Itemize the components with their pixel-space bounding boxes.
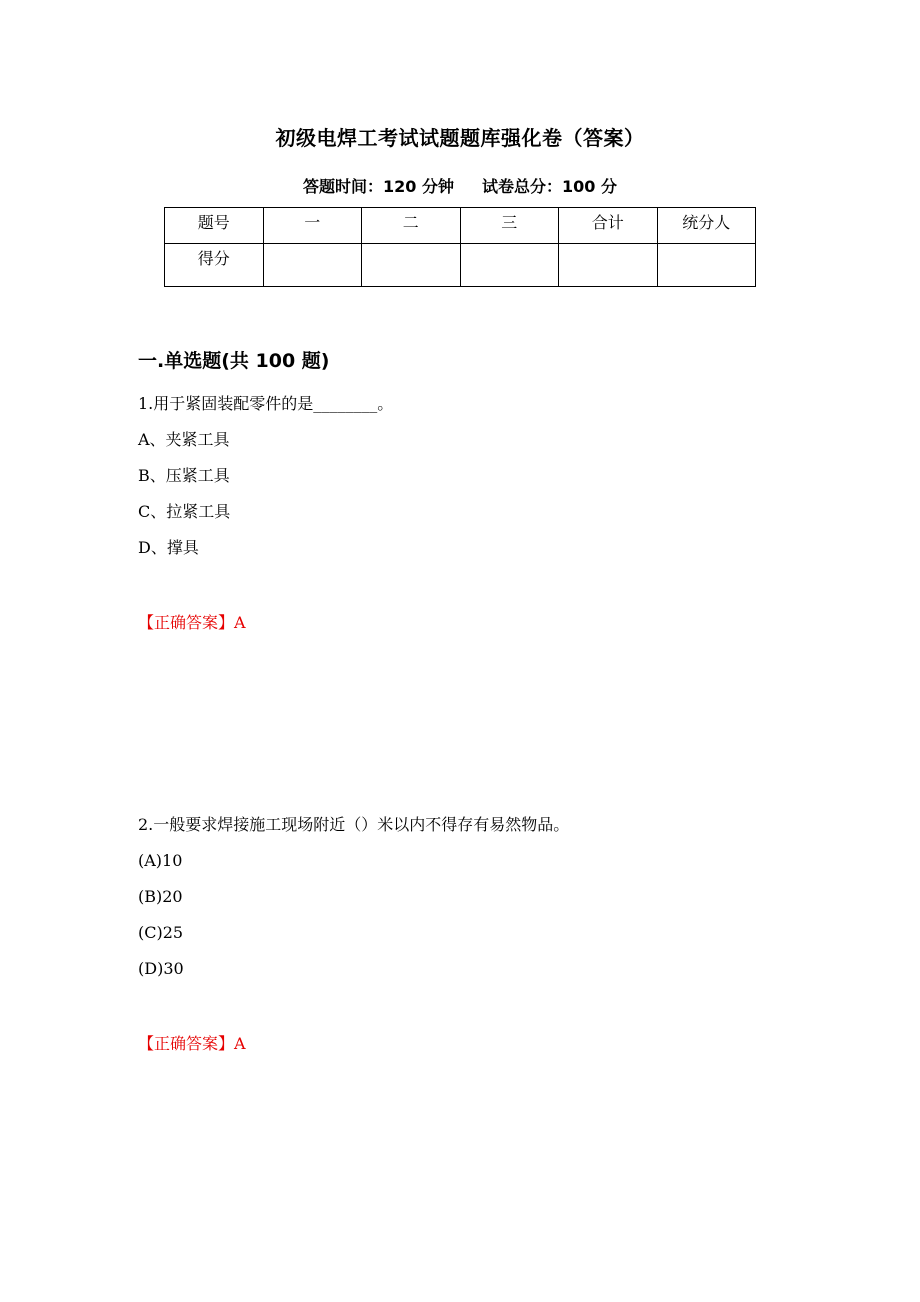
question-option: C、拉紧工具	[138, 502, 231, 521]
score-table-header-row	[165, 208, 756, 244]
score-table-score-row	[165, 244, 756, 287]
score-table-header-cell: 一	[263, 208, 362, 244]
score-table-cell	[460, 244, 559, 287]
score-table-cell	[263, 244, 362, 287]
score-table-header-cell: 统分人	[657, 208, 756, 244]
correct-answer: 【正确答案】A	[138, 1034, 246, 1053]
score-table-header-cell: 二	[362, 208, 461, 244]
exam-time: 答题时间：120 分钟	[303, 177, 454, 196]
score-table-row-label: 得分	[165, 244, 264, 287]
question-option: (B)20	[138, 887, 183, 906]
score-table-header-cell: 三	[460, 208, 559, 244]
question-option: D、撑具	[138, 538, 199, 557]
question-option: A、夹紧工具	[138, 430, 230, 449]
score-table-cell	[362, 244, 461, 287]
exam-meta	[0, 174, 920, 197]
score-table-header-cell: 合计	[559, 208, 658, 244]
document-title: 初级电焊工考试试题题库强化卷（答案）	[275, 126, 645, 150]
question-option: B、压紧工具	[138, 466, 230, 485]
exam-total-score: 试卷总分：100 分	[482, 177, 617, 196]
question-option: (D)30	[138, 959, 184, 978]
score-table-header-cell: 题号	[165, 208, 264, 244]
question-stem: 2.一般要求焊接施工现场附近（）米以内不得存有易然物品。	[138, 815, 570, 834]
question-option: (C)25	[138, 923, 184, 942]
question-option: (A)10	[138, 851, 183, 870]
score-table-cell	[559, 244, 658, 287]
question-stem: 1.用于紧固装配零件的是________。	[138, 394, 394, 413]
section-title: 一.单选题(共 100 题)	[138, 350, 330, 372]
score-table-cell	[657, 244, 756, 287]
score-table	[164, 207, 756, 287]
correct-answer: 【正确答案】A	[138, 613, 246, 632]
